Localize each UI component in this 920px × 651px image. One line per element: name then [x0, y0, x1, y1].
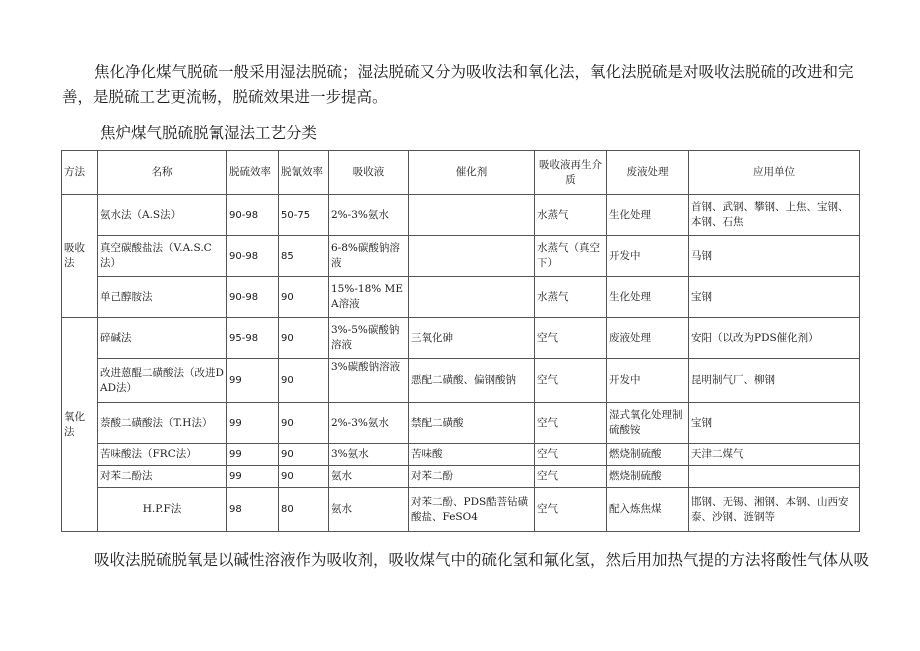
table-cell: 马钢 [689, 236, 860, 277]
table-cell: 天津二煤气 [689, 444, 860, 466]
table-cell: 氨水 [329, 488, 409, 532]
table-cell: 改进蒽醌二磺酸法（改进DAD法） [98, 359, 227, 403]
table-cell: 宝钢 [689, 277, 860, 318]
table-cell: 燃烧制硫酸 [607, 466, 689, 488]
table-cell [689, 466, 860, 488]
table-cell: 空气 [535, 444, 607, 466]
table-cell: 生化处理 [607, 277, 689, 318]
table-cell: 湿式氧化处理制硫酸铵 [607, 403, 689, 444]
table-cell: 燃烧制硫酸 [607, 444, 689, 466]
table-cell: 99 [227, 403, 279, 444]
table-title: 焦炉煤气脱硫脱氰湿法工艺分类 [100, 124, 318, 142]
table-cell: 空气 [535, 359, 607, 403]
table-cell: 90 [279, 444, 329, 466]
table-cell: 空气 [535, 488, 607, 532]
table-cell: 废液处理 [607, 318, 689, 359]
closing-paragraph: 吸收法脱硫脱氧是以碱性溶液作为吸收剂，吸收煤气中的硫化氢和氟化氢，然后用加热气提的方法将酸性气体从吸 [94, 551, 870, 569]
table-row [62, 318, 860, 359]
table-cell: 苦味酸 [409, 444, 535, 466]
table-cell: 99 [227, 466, 279, 488]
table-cell: 90 [279, 359, 329, 403]
table-cell: 90 [279, 277, 329, 318]
table-cell: 6-8%碳酸钠溶液 [329, 236, 409, 277]
table-cell: 悪配二磺酸、偏钢酸钠 [409, 359, 535, 403]
table-cell: 90-98 [227, 236, 279, 277]
table-cell: 50-75 [279, 195, 329, 236]
table-cell: 邯钢、无锡、湘钢、本钢、山西安泰、沙钢、涟钢等 [689, 488, 860, 532]
table-cell: 对苯二酚 [409, 466, 535, 488]
table-cell: 3%氨水 [329, 444, 409, 466]
table-row [62, 236, 860, 277]
table-cell: 安阳（以改为PDS催化剂） [689, 318, 860, 359]
table-cell: 3%碳酸钠溶液 [329, 359, 409, 403]
table-cell: 80 [279, 488, 329, 532]
table-header-row [62, 151, 860, 195]
table-cell: 氨水 [329, 466, 409, 488]
table-cell: 生化处理 [607, 195, 689, 236]
header-cell: 脱氰效率 [279, 151, 329, 195]
header-cell: 方法 [62, 151, 98, 195]
table-cell: 水蒸气 [535, 195, 607, 236]
table-row [62, 403, 860, 444]
table-cell: 99 [227, 359, 279, 403]
table-row [62, 488, 860, 532]
table-cell: 90 [279, 466, 329, 488]
table-cell: 配入炼焦煤 [607, 488, 689, 532]
table-cell: 90 [279, 403, 329, 444]
table-cell: 萘酸二磺酸法（T.H法） [98, 403, 227, 444]
table-cell [409, 236, 535, 277]
table-cell: 2%-3%氨水 [329, 403, 409, 444]
header-cell: 吸收液再生介质 [535, 151, 607, 195]
table-cell: 宝钢 [689, 403, 860, 444]
table-cell: 85 [279, 236, 329, 277]
table-cell: 90-98 [227, 195, 279, 236]
group-label: 氧化法 [62, 318, 98, 532]
table-cell: 苦味酸法（FRC法） [98, 444, 227, 466]
table-cell: 3%-5%碳酸钠溶液 [329, 318, 409, 359]
table-cell: 90-98 [227, 277, 279, 318]
table-cell: 昆明制气厂、柳钢 [689, 359, 860, 403]
table-cell: 空气 [535, 403, 607, 444]
header-cell: 名称 [98, 151, 227, 195]
header-cell: 脱硫效率 [227, 151, 279, 195]
table-cell [409, 195, 535, 236]
table-cell: 95-98 [227, 318, 279, 359]
table-cell: H.P.F法 [98, 488, 227, 532]
process-table [61, 150, 860, 532]
group-label: 吸收法 [62, 195, 98, 318]
table-cell: 真空碳酸盐法（V.A.S.C法） [98, 236, 227, 277]
table-row [62, 359, 860, 403]
table-cell: 禁配二磺酸 [409, 403, 535, 444]
table-row [62, 277, 860, 318]
table-cell: 水蒸气 [535, 277, 607, 318]
table-cell: 空气 [535, 318, 607, 359]
table-cell: 2%-3%氨水 [329, 195, 409, 236]
table-cell: 对苯二酚、PDS酷菩钻磺酸盐、FeSO4 [409, 488, 535, 532]
table-cell: 空气 [535, 466, 607, 488]
table-cell: 单己醇胺法 [98, 277, 227, 318]
table-cell: 三氧化砷 [409, 318, 535, 359]
table-row [62, 444, 860, 466]
intro-paragraph: 焦化净化煤气脱硫一般采用湿法脱硫；湿法脱硫又分为吸收法和氧化法，氧化法脱硫是对吸收法脱硫的改进和完善，是脱硫工艺更流畅，脱硫效果进一步提高。 [62, 63, 854, 106]
header-cell: 催化剂 [409, 151, 535, 195]
table-cell: 对苯二酚法 [98, 466, 227, 488]
table-cell: 首钢、武钢、攀钢、上焦、宝钢、本钢、石焦 [689, 195, 860, 236]
table-cell: 99 [227, 444, 279, 466]
table-cell: 开发中 [607, 359, 689, 403]
table-cell: 氨水法（A.S法） [98, 195, 227, 236]
table-row [62, 195, 860, 236]
table-cell: 碎碱法 [98, 318, 227, 359]
table-cell: 98 [227, 488, 279, 532]
header-cell: 吸收液 [329, 151, 409, 195]
table-cell: 水蒸气（真空下） [535, 236, 607, 277]
table-row [62, 466, 860, 488]
header-cell: 应用单位 [689, 151, 860, 195]
table-cell: 开发中 [607, 236, 689, 277]
table-cell: 15%-18% MEA溶液 [329, 277, 409, 318]
table-cell [409, 277, 535, 318]
header-cell: 废液处理 [607, 151, 689, 195]
table-cell: 90 [279, 318, 329, 359]
